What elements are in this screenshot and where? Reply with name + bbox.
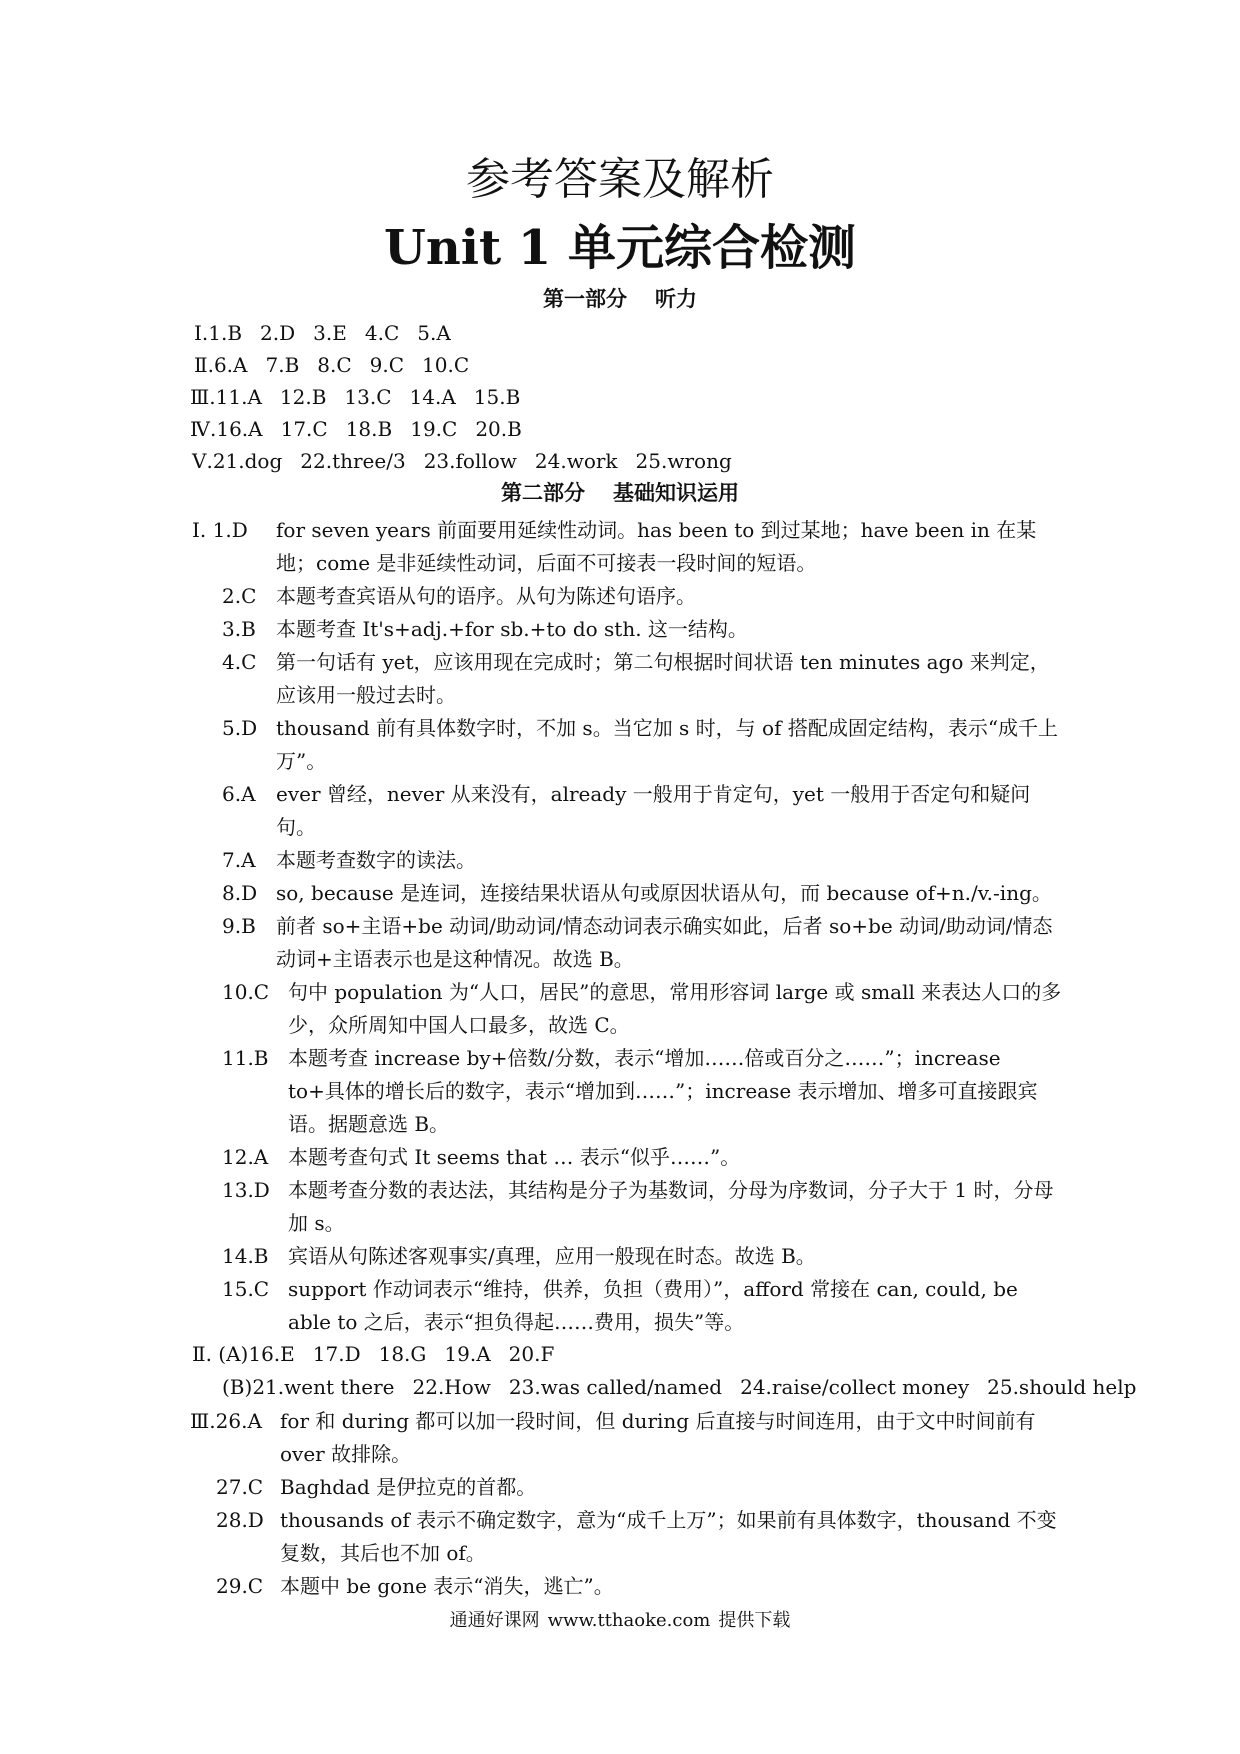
footer-suffix: 提供下载	[718, 1610, 791, 1631]
item-text: 本题中 be gone 表示“消失，逃亡”。	[280, 1574, 614, 1598]
answer-item: 24.work	[534, 449, 618, 473]
item-number: 27.C	[216, 1475, 264, 1499]
answer-item: 21.dog	[212, 449, 283, 473]
answer-item: 8.C	[317, 353, 352, 377]
answer-item: 14.A	[409, 385, 456, 409]
answer-item: 17.C	[280, 417, 328, 441]
explanation-item	[216, 1570, 1062, 1603]
answer-item: 15.B	[473, 385, 521, 409]
answer-item: 4.C	[364, 321, 400, 345]
row-label: Ⅱ.	[194, 353, 214, 377]
answer-item: 6.A	[213, 353, 248, 377]
item-number: 8.D	[222, 881, 258, 905]
item-number: 2.C	[222, 584, 257, 608]
part1-heading-number: 第一部分	[543, 286, 627, 311]
row-label: (B)	[222, 1375, 253, 1399]
row-label: Ⅴ.	[192, 449, 213, 473]
answer-item: 20.F	[508, 1342, 555, 1366]
item-text: 本题考查 It's+adj.+for sb.+to do sth. 这一结构。	[276, 617, 748, 641]
answer-item: 22.How	[412, 1375, 491, 1399]
item-text: ever 曾经，never 从来没有，already 一般用于肯定句，yet 一般用于否定句和疑问句。	[276, 782, 1031, 839]
answer-item: 23.follow	[423, 449, 517, 473]
answer-item: 22.three/3	[300, 449, 406, 473]
explanation-item	[222, 778, 1062, 844]
row-label: Ⅳ.	[190, 417, 217, 441]
item-text: for 和 during 都可以加一段时间，但 during 后直接与时间连用，由于文中时间前有 over 故排除。	[280, 1409, 1036, 1466]
item-number: 13.D	[222, 1178, 270, 1202]
explanation-item	[222, 613, 1062, 646]
part2-heading-number: 第二部分	[501, 480, 585, 505]
part2-heading-topic: 基础知识运用	[613, 480, 739, 505]
listening-row-1	[194, 318, 469, 348]
unit-title: Unit 1 单元综合检测	[384, 220, 856, 276]
item-text: Baghdad 是伊拉克的首都。	[280, 1475, 537, 1499]
answer-item: 12.B	[279, 385, 327, 409]
answer-item: 13.C	[344, 385, 392, 409]
item-text: for seven years 前面要用延续性动词。has been to 到过某地；have been in 在某地；come 是非延续性动词，后面不可接表一段时间的短语。	[276, 518, 1037, 575]
item-number: Ⅲ.26.A	[190, 1409, 262, 1433]
explanation-item	[192, 514, 1062, 580]
item-text: 句中 population 为“人口，居民”的意思，常用形容词 large 或 small 来表达人口的多少，众所周知中国人口最多，故选 C。	[288, 980, 1062, 1037]
answer-item: 19.C	[410, 417, 458, 441]
item-text: 本题考查 increase by+倍数/分数，表示“增加……倍或百分之……”；increase to+具体的增长后的数字，表示“增加到……”；increase 表示增加、增多可直接跟宾语。据题意选 B。	[288, 1046, 1038, 1136]
answer-item: 16.A	[216, 417, 263, 441]
explanation-item	[222, 910, 1062, 976]
explanation-item	[222, 976, 1062, 1042]
section2-row-a	[192, 1339, 572, 1369]
listening-row-4	[190, 414, 540, 444]
answer-item: 25.should help	[987, 1375, 1137, 1399]
explanation-item	[222, 712, 1062, 778]
answer-item: 17.D	[312, 1342, 361, 1366]
row-label: Ⅰ.	[194, 321, 209, 345]
row-label: Ⅱ. (A)	[192, 1342, 249, 1366]
listening-row-5	[192, 446, 750, 476]
explanation-item	[222, 1273, 1062, 1339]
item-number: 6.A	[222, 782, 256, 806]
item-number: 12.A	[222, 1145, 269, 1169]
answer-item: 5.A	[417, 321, 451, 345]
answer-item: 25.wrong	[635, 449, 732, 473]
part1-heading-topic: 听力	[655, 286, 697, 311]
part2-heading	[0, 478, 1240, 508]
explanation-item	[216, 1471, 1062, 1504]
answer-item: 1.B	[208, 321, 243, 345]
item-text: 本题考查分数的表达法，其结构是分子为基数词，分母为序数词，分子大于 1 时，分母加 s。	[288, 1178, 1054, 1235]
item-text: 前者 so+主语+be 动词/助动词/情态动词表示确实如此，后者 so+be 动词/助动词/情态动词+主语表示也是这种情况。故选 B。	[276, 914, 1053, 971]
explanation-item	[222, 1240, 1062, 1273]
answer-item: 3.E	[313, 321, 347, 345]
explanation-item	[222, 580, 1062, 613]
part1-heading	[0, 284, 1240, 314]
explanation-item	[222, 877, 1062, 910]
footer-site-name: 通通好课网	[449, 1610, 540, 1631]
item-number: 5.D	[222, 716, 258, 740]
item-number: 15.C	[222, 1277, 270, 1301]
explanation-item	[222, 646, 1062, 712]
item-number: 7.A	[222, 848, 256, 872]
item-text: so, because 是连词，连接结果状语从句或原因状语从句，而 because of+n./v.-ing。	[276, 881, 1052, 905]
answer-item: 11.A	[215, 385, 262, 409]
row-label: Ⅲ.	[190, 385, 216, 409]
item-text: 第一句话有 yet，应该用现在完成时；第二句根据时间状语 ten minutes ago 来判定，应该用一般过去时。	[276, 650, 1050, 707]
item-number: 11.B	[222, 1046, 269, 1070]
item-number: 4.C	[222, 650, 257, 674]
item-text: thousands of 表示不确定数字，意为“成千上万”；如果前有具体数字，thousand 不变复数，其后也不加 of。	[280, 1508, 1057, 1565]
explanation-item	[216, 1504, 1062, 1570]
explanation-item	[222, 844, 1062, 877]
item-number: 28.D	[216, 1508, 264, 1532]
item-number: 14.B	[222, 1244, 269, 1268]
explanation-item	[222, 1042, 1062, 1141]
listening-row-2	[194, 350, 487, 380]
item-text: 本题考查句式 It seems that … 表示“似乎……”。	[288, 1145, 741, 1169]
answer-item: 16.E	[248, 1342, 295, 1366]
answer-item: 21.went there	[252, 1375, 395, 1399]
listening-row-3	[190, 382, 538, 412]
section2-row-b	[222, 1372, 1154, 1402]
answer-item: 24.raise/collect money	[740, 1375, 970, 1399]
answer-item: 2.D	[260, 321, 296, 345]
item-number: 10.C	[222, 980, 270, 1004]
answer-item: 19.A	[444, 1342, 491, 1366]
item-text: support 作动词表示“维持，供养，负担（费用）”，afford 常接在 can, could, be able to 之后，表示“担负得起……费用，损失”等。	[288, 1277, 1018, 1334]
explanation-item	[190, 1405, 1062, 1471]
page-footer	[0, 1608, 1240, 1634]
item-text: 宾语从句陈述客观事实/真理，应用一般现在时态。故选 B。	[288, 1244, 816, 1268]
answer-item: 9.C	[369, 353, 405, 377]
answer-item: 18.G	[378, 1342, 427, 1366]
answer-item: 20.B	[475, 417, 522, 441]
explanation-item	[222, 1141, 1062, 1174]
page-title: 参考答案及解析	[466, 154, 774, 205]
explanation-item	[222, 1174, 1062, 1240]
item-number: 29.C	[216, 1574, 264, 1598]
item-number: 9.B	[222, 914, 256, 938]
item-text: 本题考查数字的读法。	[276, 848, 476, 872]
item-text: 本题考查宾语从句的语序。从句为陈述句语序。	[276, 584, 696, 608]
footer-url[interactable]: www.tthaoke.com	[547, 1610, 711, 1631]
answer-item: 23.was called/named	[508, 1375, 723, 1399]
item-text: thousand 前有具体数字时，不加 s。当它加 s 时，与 of 搭配成固定结构，表示“成千上万”。	[276, 716, 1059, 773]
item-number: Ⅰ. 1.D	[192, 518, 248, 542]
answer-item: 10.C	[422, 353, 470, 377]
item-number: 3.B	[222, 617, 256, 641]
answer-item: 18.B	[345, 417, 393, 441]
answer-item: 7.B	[265, 353, 300, 377]
